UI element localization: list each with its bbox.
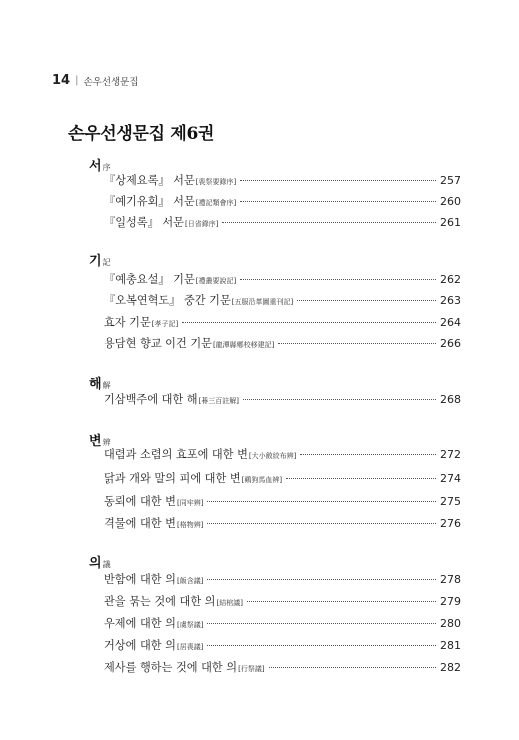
entry-hanja: [禮叢要說記] [195, 277, 237, 285]
toc-entry[interactable] [104, 517, 461, 532]
section-heading-hanja: 議 [102, 560, 111, 569]
section-heading-hanja: 記 [102, 258, 111, 267]
volume-title: 손우선생문집 제6권 [68, 124, 215, 144]
entry-hanja: [行祭議] [238, 665, 265, 673]
entry-title: 기삼백주에 대한 해 [104, 393, 198, 406]
dot-leader [240, 180, 436, 181]
section-heading-hae [89, 373, 111, 392]
toc-entry[interactable] [104, 661, 461, 676]
entry-page-number: 261 [440, 216, 461, 229]
dot-leader [286, 478, 436, 479]
entry-title: 동뢰에 대한 변 [104, 495, 176, 508]
toc-entry[interactable] [104, 495, 461, 510]
entry-hanja: [日省錄序] [184, 220, 219, 228]
toc-entry[interactable] [104, 216, 461, 231]
toc-entry[interactable] [104, 337, 461, 352]
entry-hanja: [禮記類會序] [195, 199, 237, 207]
entry-hanja: [大小斂絞布辨] [248, 452, 297, 460]
running-header [52, 73, 139, 88]
entry-hanja: [飯含議] [176, 577, 204, 585]
entry-hanja: [結棺議] [216, 599, 243, 607]
toc-entry[interactable] [104, 195, 461, 210]
dot-leader [207, 645, 436, 646]
entry-page-number: 281 [440, 639, 461, 652]
entry-title: 거상에 대한 의 [104, 639, 176, 652]
entry-hanja: [孝子記] [151, 320, 179, 328]
entry-page-number: 282 [440, 661, 461, 674]
entry-hanja: [五服沿革圖重刊記] [231, 298, 294, 306]
entry-title: 용담현 향교 이건 기문 [104, 337, 212, 350]
entry-page-number: 274 [440, 472, 461, 485]
section-heading-seo [89, 155, 111, 174]
header-title: 손우선생문집 [83, 76, 139, 88]
dot-leader [240, 279, 436, 280]
entry-page-number: 257 [440, 174, 461, 187]
entry-page-number: 276 [440, 517, 461, 530]
dot-leader [269, 667, 436, 668]
entry-hanja: [同牢辨] [176, 499, 204, 507]
header-separator: | [75, 75, 79, 86]
toc-entry[interactable] [104, 316, 461, 331]
entry-hanja: [格物辨] [176, 521, 204, 529]
entry-title: 대렴과 소렴의 효포에 대한 변 [104, 448, 248, 461]
entry-hanja: [居喪議] [176, 643, 204, 651]
section-heading-korean: 의 [89, 556, 102, 571]
entry-hanja: [朞三百註解] [198, 397, 240, 405]
section-heading-hanja: 辨 [102, 438, 111, 447]
entry-hanja: [喪祭要錄序] [195, 178, 237, 186]
dot-leader [207, 501, 436, 502]
section-heading-korean: 서 [89, 159, 102, 174]
entry-title: 『예기유회』 서문 [104, 195, 195, 208]
dot-leader [240, 201, 436, 202]
section-heading-hanja: 解 [102, 381, 111, 390]
page-number: 14 [52, 73, 71, 88]
entry-title: 우제에 대한 의 [104, 617, 176, 630]
entry-page-number: 278 [440, 573, 461, 586]
toc-entry[interactable] [104, 393, 461, 408]
section-heading-byeon [89, 430, 111, 449]
entry-title: 『오복연혁도』 중간 기문 [104, 294, 231, 307]
entry-hanja: [虞祭議] [176, 621, 204, 629]
toc-entry[interactable] [104, 273, 461, 288]
entry-page-number: 260 [440, 195, 461, 208]
entry-title: 관을 묶는 것에 대한 의 [104, 595, 216, 608]
entry-title: 효자 기문 [104, 316, 151, 329]
toc-entry[interactable] [104, 472, 461, 487]
entry-page-number: 263 [440, 294, 461, 307]
dot-leader [300, 454, 436, 455]
dot-leader [297, 300, 436, 301]
section-heading-ui [89, 552, 111, 571]
entry-page-number: 268 [440, 393, 461, 406]
section-heading-gi [89, 250, 111, 269]
entry-title: 『일성록』 서문 [104, 216, 184, 229]
dot-leader [207, 579, 436, 580]
toc-entry[interactable] [104, 294, 461, 309]
entry-hanja: [龍潭縣鄕校移建記] [212, 341, 275, 349]
entry-page-number: 280 [440, 617, 461, 630]
section-heading-korean: 변 [89, 434, 102, 449]
dot-leader [243, 399, 436, 400]
toc-entry[interactable] [104, 617, 461, 632]
toc-entry[interactable] [104, 448, 461, 463]
entry-page-number: 266 [440, 337, 461, 350]
entry-page-number: 275 [440, 495, 461, 508]
dot-leader [222, 222, 436, 223]
entry-title: 제사를 행하는 것에 대한 의 [104, 661, 238, 674]
dot-leader [278, 343, 436, 344]
entry-page-number: 264 [440, 316, 461, 329]
entry-page-number: 272 [440, 448, 461, 461]
toc-entry[interactable] [104, 595, 461, 610]
entry-title: 『상제요록』 서문 [104, 174, 195, 187]
entry-page-number: 279 [440, 595, 461, 608]
dot-leader [247, 601, 436, 602]
toc-entry[interactable] [104, 174, 461, 189]
section-heading-hanja: 序 [102, 163, 111, 172]
entry-hanja: [鷄狗馬血辨] [241, 476, 283, 484]
entry-title: 『예총요설』 기문 [104, 273, 195, 286]
entry-page-number: 262 [440, 273, 461, 286]
dot-leader [207, 523, 436, 524]
toc-entry[interactable] [104, 639, 461, 654]
entry-title: 반함에 대한 의 [104, 573, 176, 586]
entry-title: 격물에 대한 변 [104, 517, 176, 530]
section-heading-korean: 기 [89, 254, 102, 269]
dot-leader [182, 322, 436, 323]
dot-leader [207, 623, 436, 624]
section-heading-korean: 해 [89, 377, 102, 392]
entry-title: 닭과 개와 말의 피에 대한 변 [104, 472, 241, 485]
toc-entry[interactable] [104, 573, 461, 588]
